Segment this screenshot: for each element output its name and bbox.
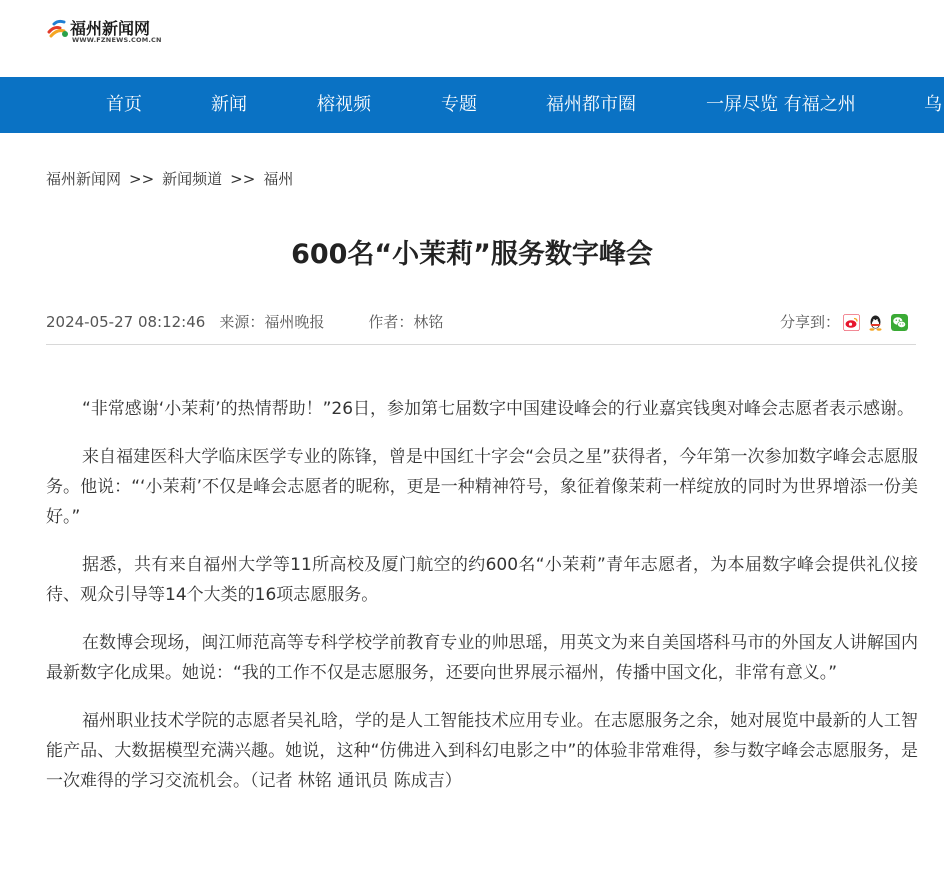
logo-name: 福州新闻网 bbox=[70, 19, 151, 38]
wechat-icon[interactable] bbox=[891, 314, 908, 331]
article-author: 作者：林铭 bbox=[368, 313, 444, 331]
meta-divider bbox=[46, 344, 916, 345]
article-datetime: 2024-05-27 08:12:46 bbox=[46, 313, 206, 331]
article-paragraph: 来自福建医科大学临床医学专业的陈锋，曾是中国红十字会“会员之星”获得者，今年第一次参加数字峰会志愿服务。他说：“‘小茉莉’不仅是峰会志愿者的昵称，更是一种精神符号，象征着像茉莉一样绽放的同时为世界增添一份美好。” bbox=[46, 447, 918, 527]
article-paragraph: 据悉，共有来自福州大学等11所高校及厦门航空的约600名“小茉莉”青年志愿者，为本届数字峰会提供礼仪接待、观众引导等14个大类的16项志愿服务。 bbox=[46, 555, 918, 605]
article-meta bbox=[46, 311, 443, 332]
nav-item-news[interactable]: 新闻 bbox=[211, 94, 247, 115]
nav-item-topics[interactable]: 专题 bbox=[441, 94, 477, 115]
breadcrumb-separator: >> bbox=[230, 170, 256, 188]
article-body bbox=[46, 394, 918, 814]
article-paragraph: 福州职业技术学院的志愿者吴礼晗，学的是人工智能技术应用专业。在志愿服务之余，她对展览中最新的人工智能产品、大数据模型充满兴趣。她说，这种“仿佛进入到科幻电影之中”的体验非常难得，参与数字峰会志愿服务，是一次难得的学习交流机会。（记者 林铭 通讯员 陈成吉） bbox=[46, 711, 918, 791]
breadcrumb-item-fuzhou[interactable]: 福州 bbox=[263, 170, 294, 188]
breadcrumb bbox=[46, 168, 293, 189]
nav-item-panorama[interactable]: 一屏尽览 有福之州 bbox=[706, 94, 856, 115]
article-title: 600名“小茉莉”服务数字峰会 bbox=[291, 239, 653, 270]
logo-mark-icon bbox=[46, 16, 70, 40]
article-paragraph: 在数博会现场，闽江师范高等专科学校学前教育专业的帅思瑶，用英文为来自美国塔科马市的外国友人讲解国内最新数字化成果。她说：“我的工作不仅是志愿服务，还要向世界展示福州，传播中国文化，非常有意义。” bbox=[46, 633, 918, 683]
site-header bbox=[0, 0, 944, 77]
main-nav bbox=[0, 77, 944, 133]
qq-icon[interactable] bbox=[867, 314, 884, 331]
nav-item-video[interactable]: 榕视频 bbox=[317, 94, 371, 115]
breadcrumb-item-channel[interactable]: 新闻频道 bbox=[162, 170, 223, 188]
nav-item-metro[interactable]: 福州都市圈 bbox=[546, 94, 636, 115]
article-paragraph: “非常感谢‘小茉莉’的热情帮助！”26日，参加第七届数字中国建设峰会的行业嘉宾钱奥对峰会志愿者表示感谢。 bbox=[82, 399, 915, 419]
breadcrumb-separator: >> bbox=[129, 170, 155, 188]
weibo-icon[interactable] bbox=[843, 314, 860, 331]
nav-item-more[interactable]: 乌 bbox=[924, 94, 942, 115]
site-logo[interactable] bbox=[46, 14, 186, 48]
nav-item-home[interactable]: 首页 bbox=[106, 94, 142, 115]
article-source: 来源：福州晚报 bbox=[219, 313, 325, 331]
breadcrumb-item-site[interactable]: 福州新闻网 bbox=[46, 170, 122, 188]
share-label: 分享到： bbox=[780, 313, 841, 331]
logo-url: WWW.FZNEWS.COM.CN bbox=[72, 36, 162, 44]
